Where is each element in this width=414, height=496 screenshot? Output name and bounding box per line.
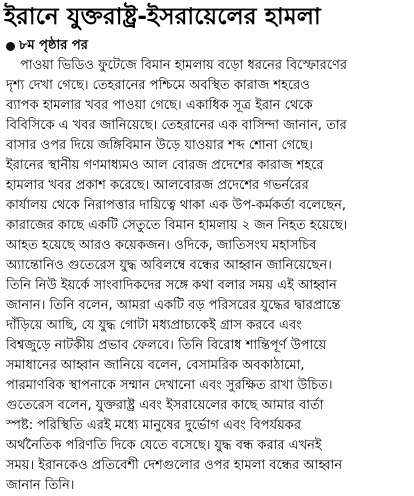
article-line: অ্যান্তোনিও গুতেরেস যুদ্ধ অবিলম্বে বন্ধের আহ্বান জানিয়েছেন।	[6, 258, 332, 273]
article-body	[6, 56, 408, 496]
article-line: কার্যালয় থেকে নিরাপত্তার দায়িত্বে থাকা এক উপ-কর্মকর্তা বলেছেন,	[6, 198, 347, 213]
article-line: বাসার ওপর দিয়ে জঙ্গিবিমান উড়ে যাওয়ার শব্দ শোনা গেছে।	[6, 138, 313, 153]
article-line: পারমাণবিক স্থাপনাকে সম্মান দেখানো এবং সুরক্ষিত রাখা উচিত।	[6, 378, 333, 393]
article-line: জানান তিনি।	[6, 478, 75, 493]
continuation-label: ৮ম পৃষ্ঠার পর	[19, 37, 88, 53]
article-line: দাঁড়িয়ে আছি, যে যুদ্ধ গোটা মধ্যপ্রাচ্যকেই গ্রাস করবে এবং	[6, 318, 302, 333]
article-line: ব্যাপক হামলার খবর পাওয়া গেছে। একাধিক সূত্র ইরান থেকে	[6, 98, 313, 113]
article-line: কারাজের কাছে একটি সেতুতে বিমান হামলায় ২ জন নিহত হয়েছে।	[6, 218, 348, 233]
article-line: অর্থনৈতিক পরিণতি দিকে যেতে বসেছে। যুদ্ধ বন্ধ করার এখনই	[6, 438, 322, 453]
article-line: সমাধানের আহ্বান জানিয়ে বলেন, বেসামরিক অবকাঠামো,	[6, 358, 305, 373]
article-line: দৃশ্য দেখা গেছে। তেহরানের পশ্চিমে অবস্থিত কারাজ শহরেও	[6, 78, 310, 93]
article-line: বিবিসিকে এ খবর জানিয়েছে। তেহরানের এক বাসিন্দা জানান, তার	[6, 118, 347, 133]
article-line: তিনি নিউ ইয়র্কে সাংবাদিকদের সঙ্গে কথা বলার সময় এই আহ্বান	[6, 278, 337, 293]
bullet-icon	[6, 42, 15, 51]
article-line: স্পষ্ট: পরিস্থিতি এরই মধ্যে মানুষের দুর্ভোগ এবং বিপর্যয়কর	[6, 418, 302, 433]
headline: ইরানে যুক্তরাষ্ট্র-ইসরায়েলের হামলা	[4, 4, 321, 30]
article-line: জানান। তিনি বলেন, আমরা একটি বড় পরিসরের যুদ্ধের দ্বারপ্রান্তে	[6, 298, 341, 313]
article-line: হামলার খবর প্রকাশ করেছে। আলবোরজ প্রদেশের গভর্নরের	[6, 178, 309, 193]
article-line: বিশ্বজুড়ে নাটকীয় প্রভাব ফেলবে। তিনি বিরোধ শান্তিপূর্ণ উপায়ে	[6, 338, 327, 353]
article-line: আহত হয়েছে আরও কয়েকজন। ওদিকে, জাতিসংঘ মহাসচিব	[6, 238, 317, 253]
article-line: সময়। ইরানকেও প্রতিবেশী দেশগুলোর ওপর হামলা বন্ধের আহ্বান	[6, 458, 343, 473]
article-line: গুতেরেস বলেন, যুক্তরাষ্ট্র এবং ইসরায়েলের কাছে আমার বার্তা	[6, 398, 324, 413]
continuation-note	[6, 36, 88, 56]
article-line: পাওয়া ভিডিও ফুটেজে বিমান হামলায় বড়ো ধরনের বিস্ফোরণের	[20, 58, 348, 73]
article-line: ইরানের স্থানীয় গণমাধ্যমও আল বোরজ প্রদেশের কারাজ শহরে	[6, 158, 324, 173]
